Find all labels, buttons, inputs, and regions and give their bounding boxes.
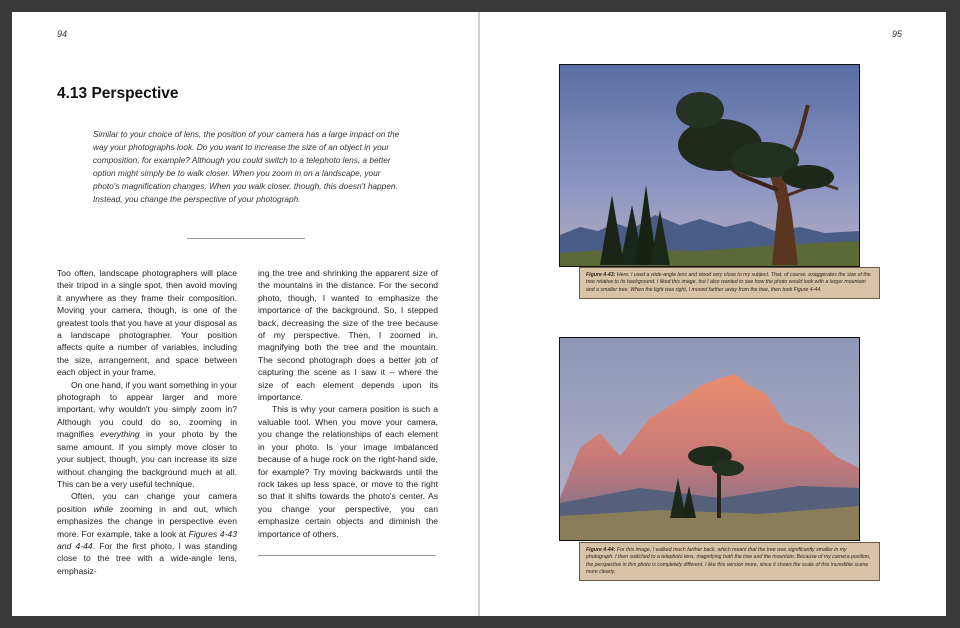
text-run: zooming in and out, which emphasizes the change in perspective even more. For example, take a look at [57,503,237,539]
figure-4-44-photo [559,337,860,541]
body-column-left [57,267,237,577]
body-paragraph: ing the tree and shrinking the apparent size of the mountains in the distance. For the second photo, though, I wanted to emphasize the importance of the background. So, I stepped back, decreasing the size of the tree because of my perspective. Then, I zoomed in, magnifying both the tree and the mountain. The second photograph does a better job of capturing the scene as I saw it – where the size of each element depends upon its importance. [258,268,438,403]
caption-text: For this image, I walked much farther back, which meant that the tree was significantly smaller in my photograph. I then switched to a telephoto lens, magnifying both the tree and the mountain. Because of my camera position, the perspective in this photo is completely different. I like this version more, since it shows the scale of this incredible scene more clearly. [586,547,871,575]
body-paragraph: Too often, landscape photographers will place their tripod in a single spot, then avoid moving it anywhere as they frame their composition. Moving your camera, though, is one of the greatest tools that you have at your disposal as a landscape photographer. Your position affects quite a number of variables, including the size, arrangement, and space between each object in your frame. [57,268,237,378]
body-column-right [258,267,438,540]
mountain-telephoto-image [560,338,859,540]
book-spread [12,12,946,616]
divider-bottom [258,555,436,556]
figure-4-44-caption [579,542,880,581]
page-number-left: 94 [57,29,68,39]
text-run: in your photo by the same amount. If you simply move closer to your subject, though, you can increase its size without changing the background much at all. This can be a very useful technique. [57,429,238,489]
right-page [480,12,946,616]
text-run: On one hand, if you want something in your photograph to appear larger and more important, why wouldn't you simply zoom in? Although you could do so, zooming in magnifies [57,379,237,440]
caption-text: Here, I used a wide-angle lens and stood very close to my subject. That, of course, exaggerates the size of the tree relative to its background. I liked this image, but I also wanted to see how the photo would look with a larger mountain and a smaller tree. When the light was right, I moved farther away from the tree, then took Figure 4-44. [586,272,871,293]
emphasis: while [93,503,114,514]
tree-wide-angle-image [560,65,859,266]
section-title: 4.13 Perspective [57,85,179,102]
figure-reference: Figures 4-43 and 4-44 [57,528,237,551]
divider-top [187,238,305,239]
page-number-right: 95 [891,29,902,39]
figure-label: Figure 4-44: [586,547,616,553]
text-run: Often, you can change your camera position [57,491,237,514]
figure-4-43-photo [559,64,860,267]
intro-paragraph: Similar to your choice of lens, the position of your camera has a large impact on the way your photographs look. Do you want to increase the size of an object in your composition, for example? Although you could switch to a telephoto lens, a better option might simply be to walk closer. When you zoom in on a landscape, your photo's magnification changes. When you walk closer, though, this doesn't happen. Instead, you change the perspective of your photograph. [93,129,400,205]
body-paragraph [57,490,237,577]
text-run: . For the first photo, I was standing close to the tree with a wide-angle lens, emphasiz- [57,540,237,576]
body-paragraph: This is why your camera position is such a valuable tool. When you move your camera, you change the relationships of each element in your photo. Is your image imbalanced because of a huge rock on the right-hand side, for example? Try moving backwards until the rock takes up less space, or move to the right so that it shifts towards the photo's center. As you change your perspective, you can emphasize certain objects and diminish the importance of others. [258,404,438,539]
figure-4-43-caption [579,267,880,299]
left-page [12,12,478,616]
figure-label: Figure 4-43: [586,272,616,278]
body-paragraph [57,379,237,491]
emphasis: everything [100,429,140,440]
